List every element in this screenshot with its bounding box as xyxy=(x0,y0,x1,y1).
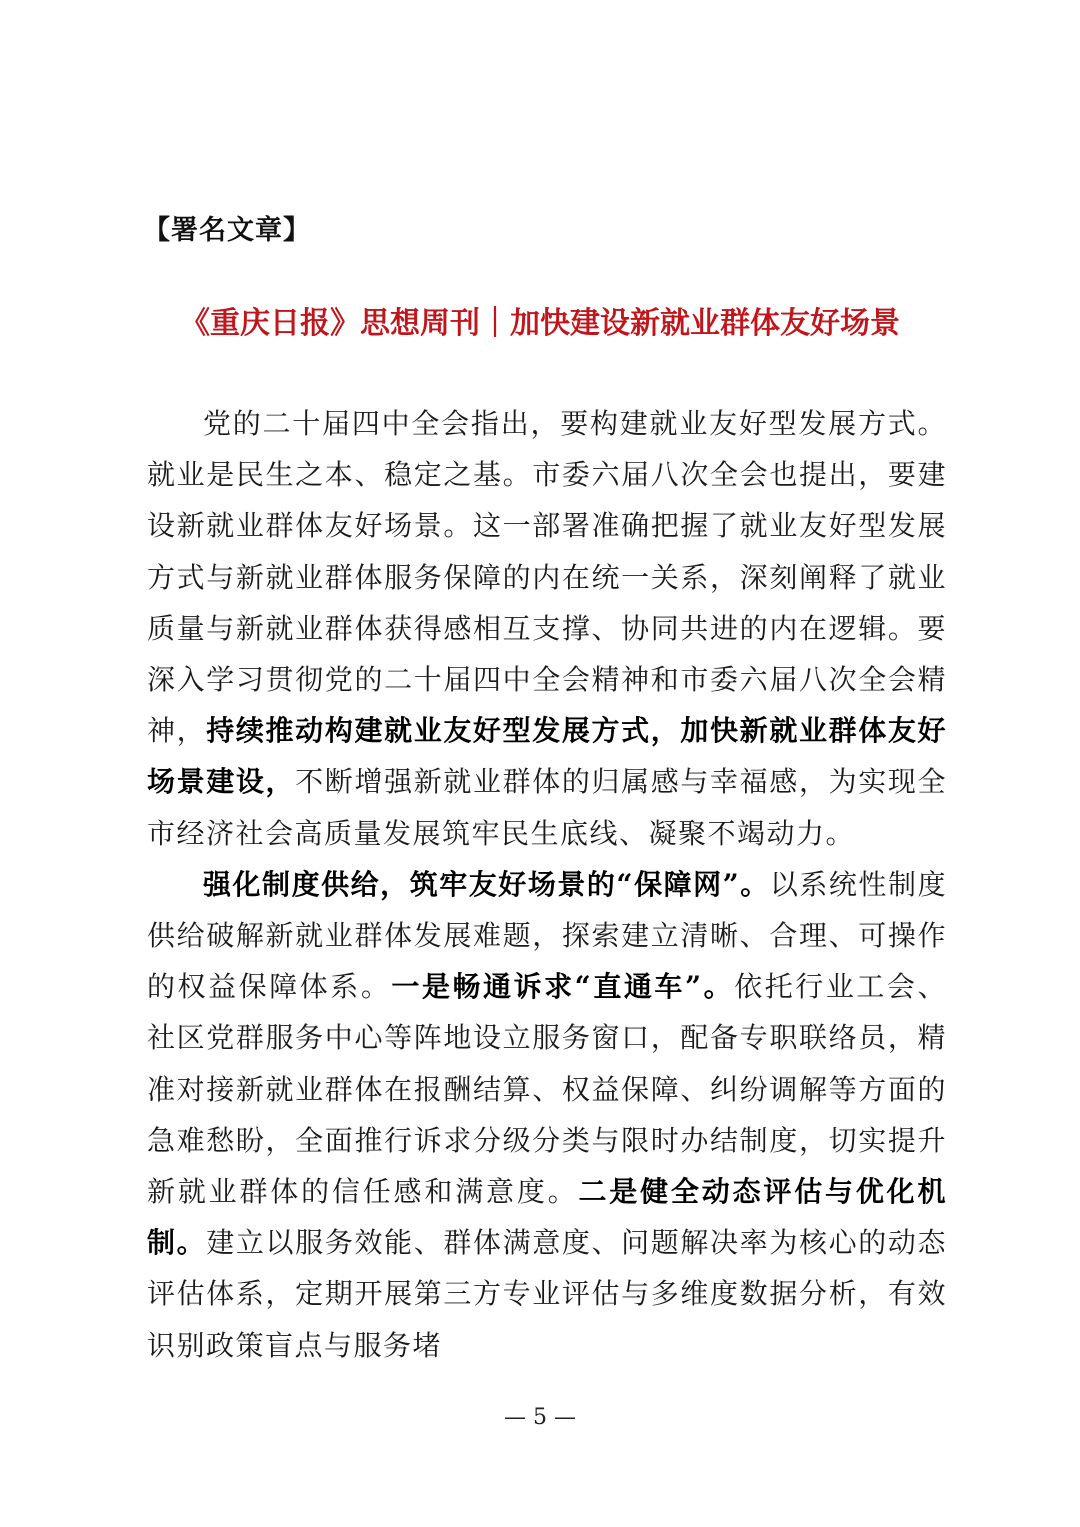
paragraph-intro xyxy=(147,398,947,859)
point-heading-inline: 一是畅通诉求“直通车”。 xyxy=(391,970,735,1004)
section-tag: 【署名文章】 xyxy=(143,215,311,246)
point-heading-inline: 二是健全动态评估与优化机制。 xyxy=(147,1175,947,1260)
paragraph-institutional-supply xyxy=(147,859,947,1371)
paragraph-text: 依托行业工会、社区党群服务中心等阵地设立服务窗口，配备专职联络员，精准对接新就业群体在报酬结算、权益保障、纠纷调解等方面的急难愁盼，全面推行诉求分级分类与限时办结制度，切实提升新就业群体的信任感和满意度。 xyxy=(147,970,947,1209)
paragraph-text: 不断增强新就业群体的归属感与幸福感，为实现全市经济社会高质量发展筑牢民生底线、凝聚不竭动力。 xyxy=(147,765,947,850)
section-heading-inline: 强化制度供给，筑牢友好场景的“保障网”。 xyxy=(203,867,770,901)
paragraph-text: 以系统性制度供给破解新就业群体发展难题，探索建立清晰、合理、可操作的权益保障体系。 xyxy=(147,867,947,1004)
emphasis-text: 持续推动构建就业友好型发展方式，加快新就业群体友好场景建设， xyxy=(147,714,947,799)
paragraph-text: 党的二十届四中全会指出，要构建就业友好型发展方式。就业是民生之本、稳定之基。市委六届八次全会也提出，要建设新就业群体友好场景。这一部署准确把握了就业友好型发展方式与新就业群体服务保障的内在统一关系，深刻阐释了就业质量与新就业群体获得感相互支撑、协同共进的内在逻辑。要深入学习贯彻党的二十届四中全会精神和市委六届八次全会精神， xyxy=(147,407,947,748)
article-headline: 《重庆日报》思想周刊｜加快建设新就业群体友好场景 xyxy=(180,306,900,341)
page-number: — 5 — xyxy=(504,1405,576,1430)
article-body xyxy=(147,398,947,1371)
paragraph-text: 建立以服务效能、群体满意度、问题解决率为核心的动态评估体系，定期开展第三方专业评估与多维度数据分析，有效识别政策盲点与服务堵 xyxy=(147,1226,947,1362)
